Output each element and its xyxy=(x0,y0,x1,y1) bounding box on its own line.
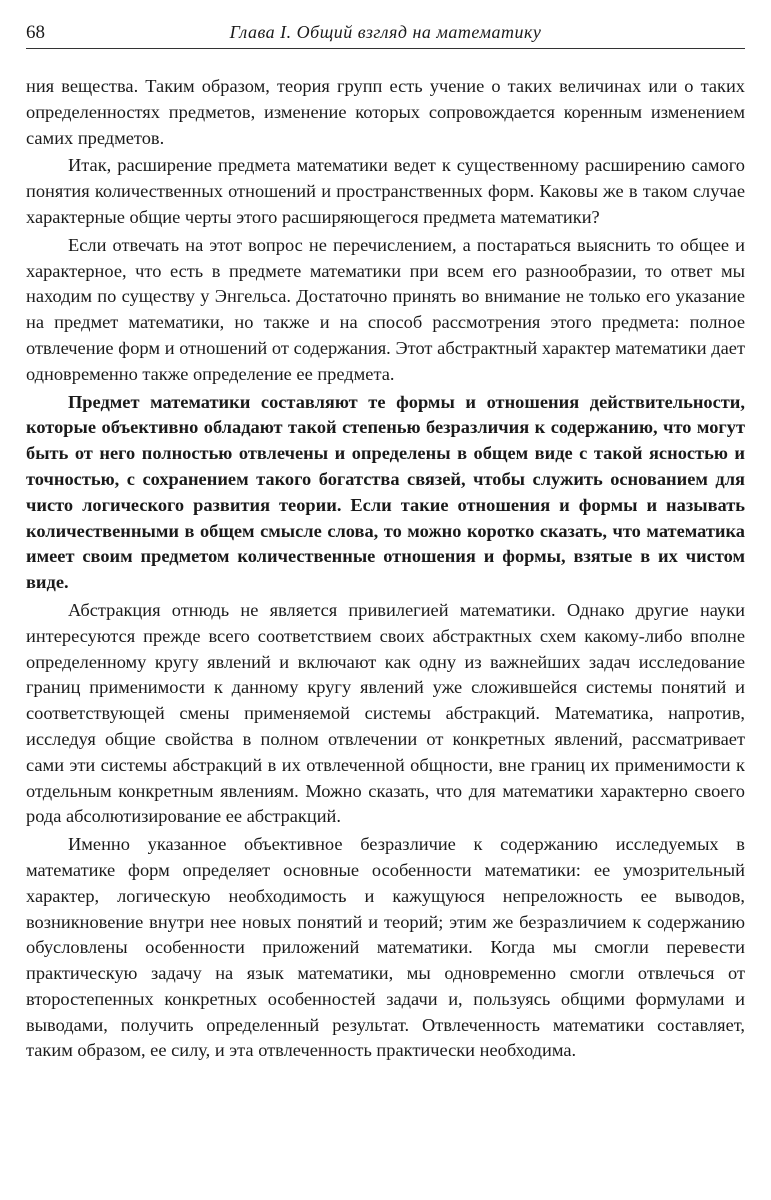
paragraph-1: ния вещества. Таким образом, теория групп есть учение о таких величинах или о таких определенностях предметов, изменение которых сопровождается коренным изменением самих предметов. xyxy=(26,76,745,148)
body-text xyxy=(26,74,745,1066)
paragraph-3: Если отвечать на этот вопрос не перечислением, а постараться выяснить то общее и характерное, что есть в предмете математики при всем его разнообразии, то ответ мы находим по существу у Энгельса. Достаточно принять во внимание не только его указание на предмет математики, но также и на способ рассмотрения этого предмета: полное отвлечение форм и отношений от содержания. Этот абстрактный характер математики дает одновременно также определение ее предмета. xyxy=(26,234,745,384)
page-number: 68 xyxy=(26,22,45,43)
running-title: Глава I. Общий взгляд на математику xyxy=(229,22,542,42)
paragraph-4: Предмет математики составляют те формы и отношения действительности, которые объективно обладают такой степенью безразличия к содержанию, что могут быть от него полностью отвлечены и определены в общем виде с такой ясностью и точностью, с сохранением такого богатства связей, чтобы служить основанием для чисто логического развития теории. Если такие отношения и формы и называть количественными в общем смысле слова, то можно коротко сказать, что математика имеет своим предметом количественные отношения и формы, взятые в их чистом виде. xyxy=(26,391,745,593)
page-header xyxy=(26,18,745,49)
paragraph-2: Итак, расширение предмета математики ведет к существенному расширению самого понятия количественных отношений и пространственных форм. Каковы же в таком случае характерные общие черты этого расширяющегося предмета математики? xyxy=(26,155,745,227)
paragraph-6: Именно указанное объективное безразличие к содержанию исследуемых в математике форм определяет основные особенности математики: ее умозрительный характер, логическую необходимость и кажущуюся непреложность ее выводов, возникновение внутри нее новых понятий и теорий; этим же безразличием к содержанию обусловлены особенности приложений математики. Когда мы смогли перевести практическую задачу на язык математики, мы одновременно смогли отвлечься от второстепенных конкретных особенностей задачи и, пользуясь общими формулами и выводами, получить определенный результат. Отвлеченность математики составляет, таким образом, ее силу, и эта отвлеченность практически необходима. xyxy=(26,834,745,1061)
paragraph-5: Абстракция отнюдь не является привилегией математики. Однако другие науки интересуются прежде всего соответствием своих абстрактных схем какому-либо вполне определенному кругу явлений и включают как одну из важнейших задач исследование границ применимости к данному кругу явлений уже сложившейся системы понятий и соответствующей смены применяемой системы абстракций. Математика, напротив, исследуя общие свойства в полном отвлечении от конкретных явлений, рассматривает сами эти системы абстракций в их отвлеченной общности, вне границ их применимости к отдельным конкретным явлениям. Можно сказать, что для математики характерно своего рода абсолютизирование ее абстракций. xyxy=(26,599,745,827)
